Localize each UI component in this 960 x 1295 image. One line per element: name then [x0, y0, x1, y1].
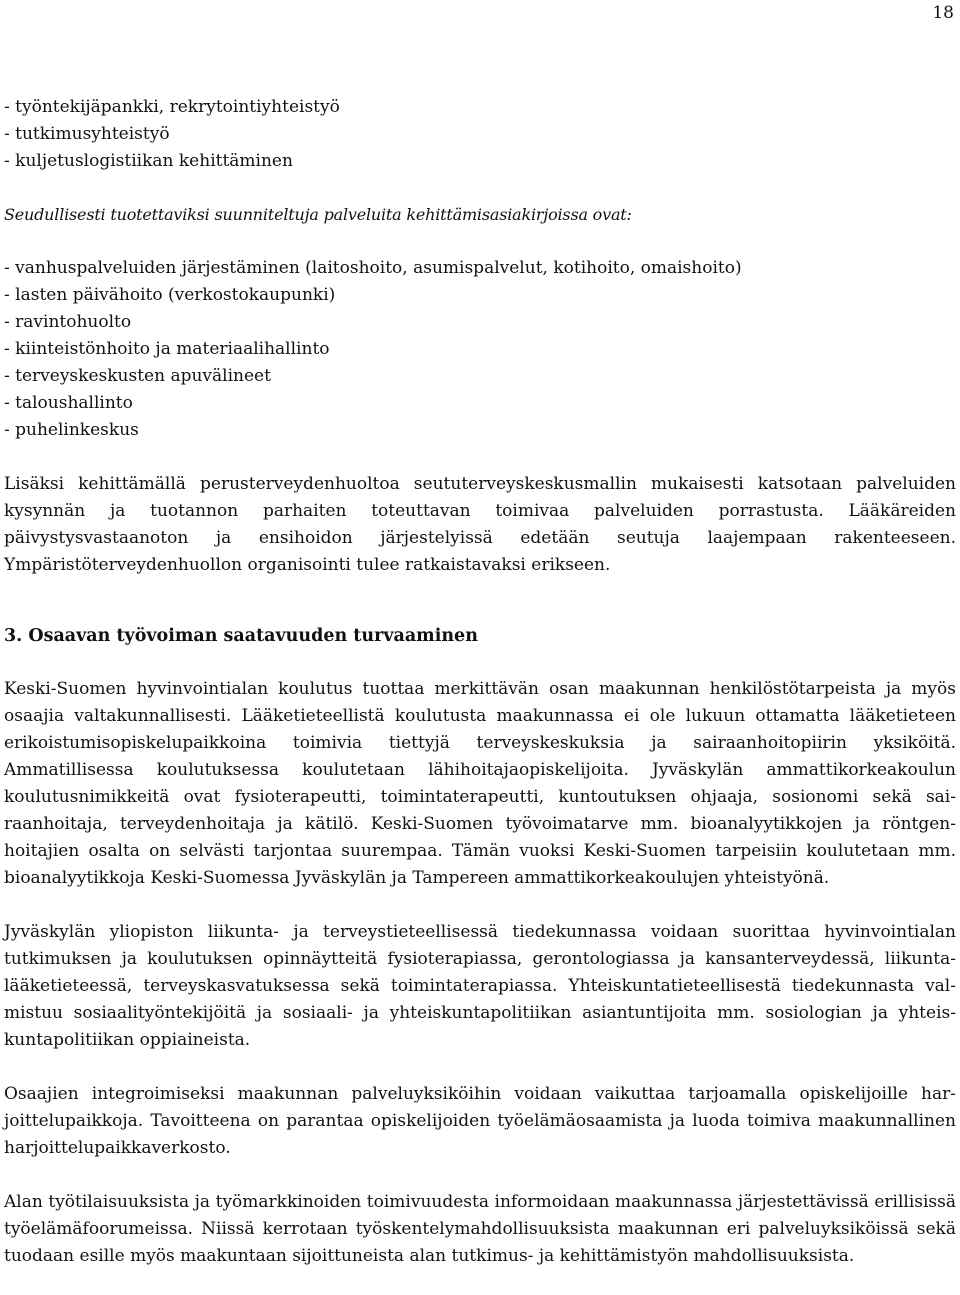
list-item: - työntekijäpankki, rekrytointiyhteistyö [4, 97, 340, 117]
page-content [4, 94, 956, 1270]
list-item: - tutkimusyhteistyö [4, 124, 170, 144]
services-list [4, 255, 956, 444]
section-heading: 3. Osaavan työvoiman saatavuuden turvaaminen [4, 626, 478, 646]
page-number: 18 [932, 3, 954, 23]
list-item: - terveyskeskusten apuvälineet [4, 366, 271, 386]
paragraph-internships: Osaajien integroimiseksi maakunnan palveluyksiköihin voidaan vaikuttaa tarjoamalla opiskelijoille harjoittelupaikkoja. Tavoitteena on parantaa opiskelijoiden työelämäosaamista ja luoda toimiva maakunnallinen harjoittelupaikkaverkosto. [4, 1084, 956, 1158]
italic-subheading: Seudullisesti tuotettaviksi suunniteltuja palveluita kehittämisasiakirjoissa ovat: [4, 205, 632, 224]
list-item: - kiinteistönhoito ja materiaalihallinto [4, 339, 330, 359]
list-item: - ravintohuolto [4, 312, 132, 332]
list-item: - taloushallinto [4, 393, 133, 413]
list-item: - lasten päivähoito (verkostokaupunki) [4, 285, 336, 305]
cooperation-list [4, 94, 956, 175]
paragraph-university: Jyväskylän yliopiston liikunta- ja terveystieteellisessä tiedekunnassa voidaan suorittaa hyvinvointialan tutkimuksen ja koulutuksen opinnäytteitä fysioterapiassa, gerontologiassa ja kansanterveydessä, liikuntalääketieteessä, terveyskasvatuksessa sekä toimintaterapiassa. Yhteiskuntatieteellisestä tiedekunnasta valmistuu sosiaalityöntekijöitä ja sosiaali- ja yhteiskuntapolitiikan asiantuntijoita mm. sosiologian ja yhteiskuntapolitiikan oppiaineista. [4, 922, 956, 1050]
list-item: - kuljetuslogistiikan kehittäminen [4, 151, 293, 171]
list-item: - puhelinkeskus [4, 420, 139, 440]
paragraph-education: Keski-Suomen hyvinvointialan koulutus tuottaa merkittävän osan maakunnan henkilöstötarpeista ja myös osaajia valtakunnallisesti. Lääketieteellistä koulutusta maakunnassa ei ole lukuun ottamatta lääketieteen erikoistumisopiskelupaikkoina toimivia tiettyjä terveyskeskuksia ja sairaanhoitopiirin yksiköitä. Ammatillisessa koulutuksessa koulutetaan lähihoitajaopiskelijoita. Jyväskylän ammattikorkeakoulun koulutusnimikkeitä ovat fysioterapeutti, toimintaterapeutti, kuntoutuksen ohjaaja, sosionomi sekä sairaanhoitaja, terveydenhoitaja ja kätilö. Keski-Suomen työvoimatarve mm. bioanalyytikkojen ja röntgenhoitajien osalta on selvästi tarjontaa suurempaa. Tämän vuoksi Keski-Suomen tarpeisiin koulutetaan mm. bioanalyytikkoja Keski-Suomessa Jyväskylän ja Tampereen ammattikorkeakoulujen yhteistyönä. [4, 679, 956, 888]
list-item: - vanhuspalveluiden järjestäminen (laitoshoito, asumispalvelut, kotihoito, omaishoito) [4, 258, 742, 278]
paragraph-primary-care: Lisäksi kehittämällä perusterveydenhuoltoa seututerveyskeskusmallin mukaisesti katsotaan palveluiden kysynnän ja tuotannon parhaiten toteuttavan toimivaa palveluiden porrastusta. Lääkäreiden päivystysvastaanoton ja ensihoidon järjestelyissä edetään seutuja laajempaan rakenteeseen. Ympäristöterveydenhuollon organisointi tulee ratkaistavaksi erikseen. [4, 474, 956, 575]
paragraph-work-forums: Alan työtilaisuuksista ja työmarkkinoiden toimivuudesta informoidaan maakunnassa järjestettävissä erillisissä työelämäfoorumeissa. Niissä kerrotaan työskentelymahdollisuuksista maakunnan eri palveluyksiköissä sekä tuodaan esille myös maakuntaan sijoittuneista alan tutkimus- ja kehittämistyön mahdollisuuksista. [4, 1192, 956, 1266]
